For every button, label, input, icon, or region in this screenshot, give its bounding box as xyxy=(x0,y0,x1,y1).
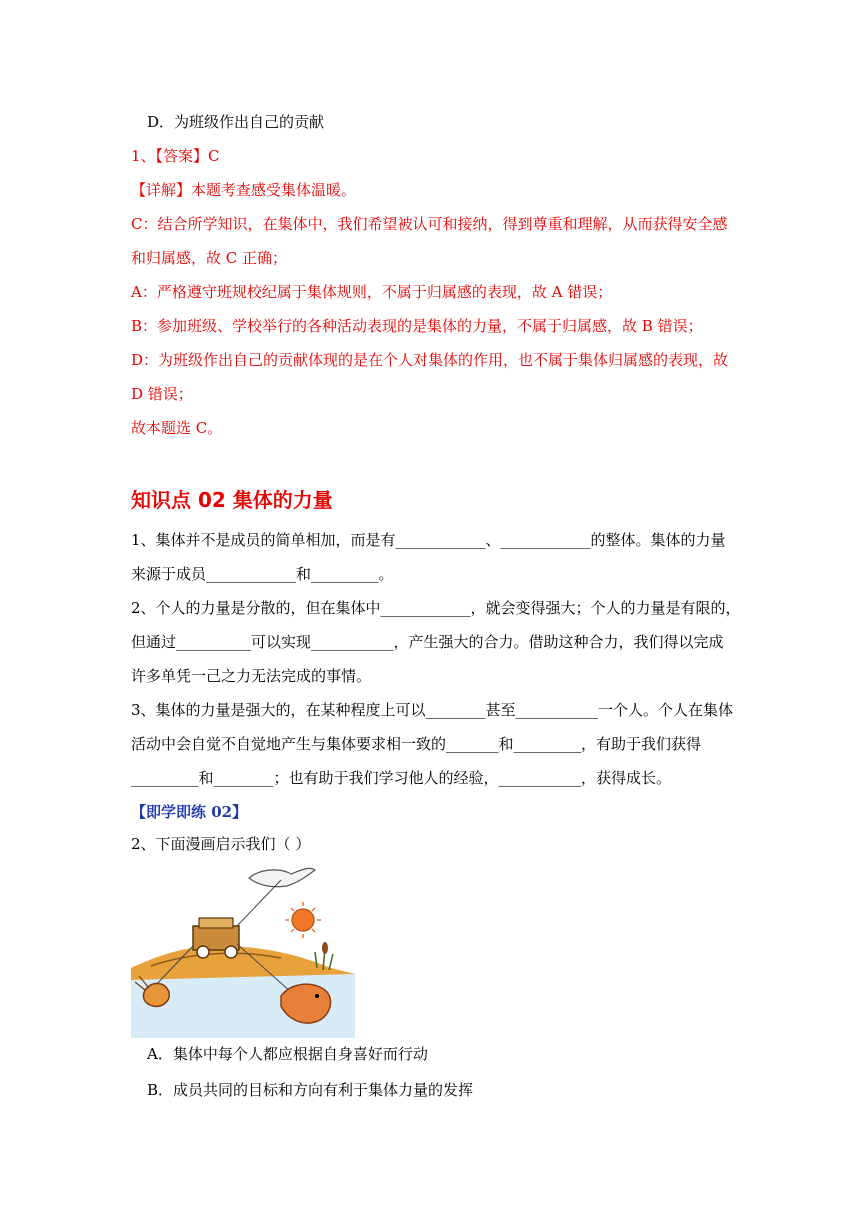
section-heading: 知识点 02 集体的力量 xyxy=(131,488,333,512)
swan-shape xyxy=(249,868,315,886)
paragraph-3-line1: 3、集体的力量是强大的，在某种程度上可以________甚至___________一个人。个人在集体 xyxy=(131,701,734,719)
explanation-b: B：参加班级、学校举行的各种活动表现的是集体的力量，不属于归属感，故 B 错误； xyxy=(131,317,703,335)
explanation-c-line2: 和归属感，故 C 正确； xyxy=(131,249,288,267)
paragraph-3-line2: 活动中会自觉不自觉地产生与集体要求相一致的_______和_________，有助于我们获得 xyxy=(131,735,702,753)
paragraph-2-line1: 2、个人的力量是分散的，但在集体中____________，就会变得强大；个人的力量是有限的， xyxy=(131,599,741,617)
explanation-c-line1: C：结合所学知识，在集体中，我们希望被认可和接纳，得到尊重和理解，从而获得安全感 xyxy=(131,215,728,233)
paragraph-2-line3: 许多单凭一己之力无法完成的事情。 xyxy=(131,667,372,685)
answer-line: 1、【答案】C xyxy=(131,147,220,165)
detail-title: 【详解】本题考查感受集体温暖。 xyxy=(131,181,357,199)
explanation-a: A：严格遵守班规校纪属于集体规则，不属于归属感的表现，故 A 错误； xyxy=(131,283,613,301)
explanation-d-line2: D 错误； xyxy=(131,385,193,403)
paragraph-3-line3: _________和________；也有助于我们学习他人的经验，___________，获得成长。 xyxy=(131,769,672,787)
option-a: A．集体中每个人都应根据自身喜好而行动 xyxy=(147,1045,428,1063)
paragraph-1-line1: 1、集体并不是成员的简单相加，而是有____________、____________的整体。集体的力量 xyxy=(131,531,726,549)
practice-question: 2、下面漫画启示我们（ ） xyxy=(131,835,311,853)
sun-shape xyxy=(292,909,314,931)
ground-shape xyxy=(131,946,355,980)
conclusion: 故本题选 C。 xyxy=(131,419,223,437)
paragraph-1-line2: 来源于成员____________和_________。 xyxy=(131,565,394,583)
explanation-d-line1: D：为班级作出自己的贡献体现的是在个人对集体的作用，也不属于集体归属感的表现，故 xyxy=(131,351,729,369)
paragraph-2-line2: 但通过__________可以实现___________，产生强大的合力。借助这种合力，我们得以完成 xyxy=(131,633,724,651)
practice-title: 【即学即练 02】 xyxy=(131,803,248,821)
option-d: D．为班级作出自己的贡献 xyxy=(147,113,325,131)
cartoon-illustration xyxy=(131,856,355,1038)
option-b: B．成员共同的目标和方向有利于集体力量的发挥 xyxy=(147,1081,474,1099)
